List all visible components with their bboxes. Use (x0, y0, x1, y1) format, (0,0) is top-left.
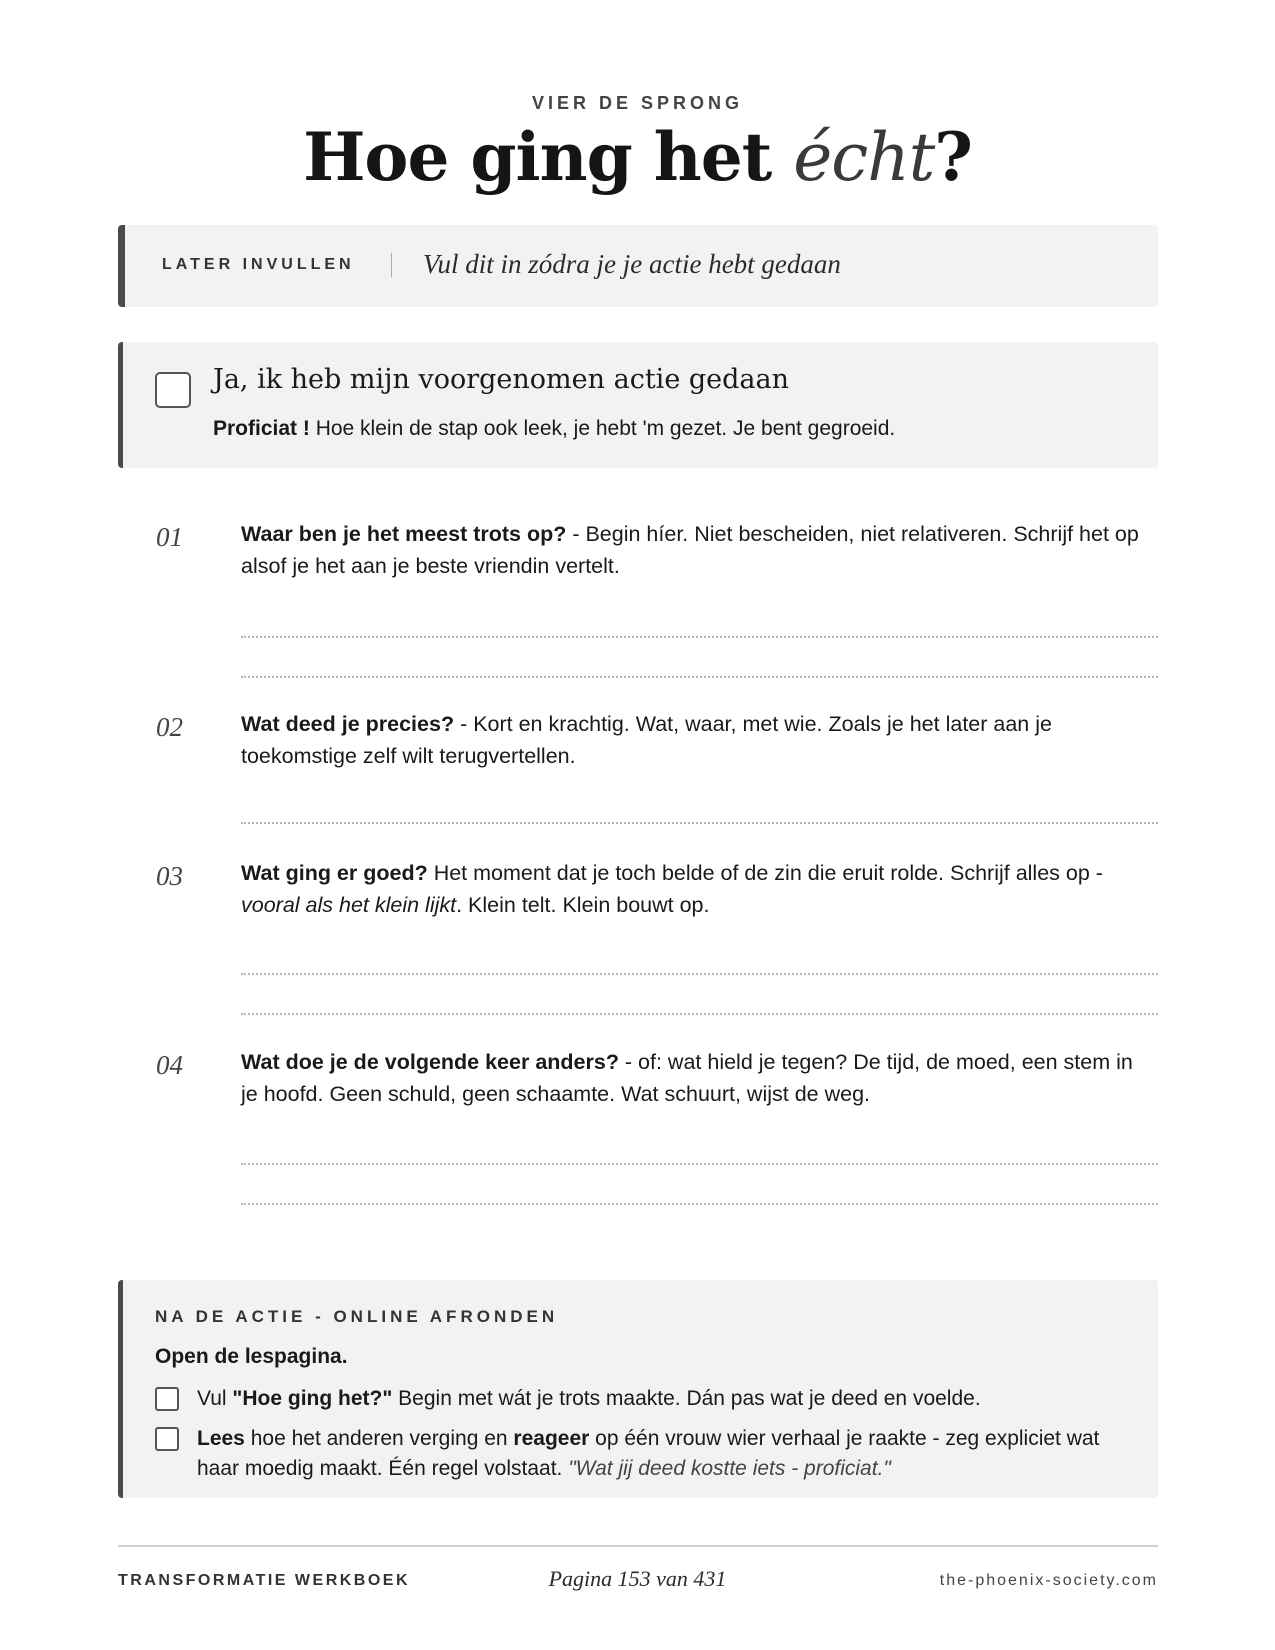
title-emphasis: écht (793, 119, 935, 196)
notice-divider (391, 253, 392, 277)
answer-line[interactable] (241, 1163, 1158, 1165)
footer-rule (118, 1545, 1158, 1547)
online-checkbox-1[interactable] (155, 1387, 179, 1411)
question-number: 04 (156, 1050, 183, 1080)
title-end: ? (934, 118, 972, 196)
item-bold: "Hoe ging het?" (232, 1387, 393, 1410)
later-notice (118, 225, 1158, 307)
item-quote: "Wat jij deed kostte iets - proficiat." (568, 1457, 891, 1480)
online-label: NA DE ACTIE - ONLINE AFRONDEN (155, 1307, 559, 1326)
question-rest-a: Het moment dat je toch belde of de zin die eruit rolde. Schrijf alles op - (427, 861, 1103, 885)
question-text (241, 857, 1151, 921)
question-bold: Wat doe je de volgende keer anders? (241, 1050, 619, 1074)
answer-line[interactable] (241, 676, 1158, 678)
question-bold: Wat ging er goed? (241, 861, 428, 885)
answer-line[interactable] (241, 636, 1158, 638)
completion-rest: Hoe klein de stap ook leek, je hebt 'm gezet. Je bent gegroeid. (309, 417, 896, 440)
question-text (241, 708, 1151, 772)
item-text-a: hoe het anderen verging en (244, 1427, 514, 1450)
answer-line[interactable] (241, 1203, 1158, 1205)
completion-heading: Ja, ik heb mijn voorgenomen actie gedaan (213, 364, 790, 395)
question-number: 02 (156, 712, 183, 742)
online-checkbox-2[interactable] (155, 1427, 179, 1451)
question-text (241, 518, 1151, 582)
question-rest-b: . Klein telt. Klein bouwt op. (456, 893, 710, 917)
online-item-text (197, 1424, 1127, 1484)
online-item-text (197, 1384, 1127, 1414)
item-text-b: op één vrouw wier verhaal je raakte - zeg expliciet wat haar moedig maakt. Één regel volstaat. (197, 1427, 1100, 1480)
question-italic: vooral als het klein lijkt (241, 893, 457, 917)
completion-text (213, 417, 895, 441)
notice-text: Vul dit in zódra je je actie hebt gedaan (423, 249, 841, 279)
question-number: 03 (156, 861, 183, 891)
title-main: Hoe ging het (303, 118, 794, 196)
footer-title: TRANSFORMATIE WERKBOEK (118, 1572, 411, 1589)
online-lead: Open de lespagina. (155, 1345, 348, 1368)
item-text-a: Vul (197, 1387, 233, 1410)
question-bold: Wat deed je precies? (241, 712, 455, 736)
kicker: VIER DE SPRONG (531, 93, 744, 113)
question-rest: - Begin híer. Niet bescheiden, niet relativeren. Schrijf het op alsof je het aan je beste vriendin vertelt. (241, 522, 1139, 578)
question-number: 01 (156, 522, 183, 552)
answer-line[interactable] (241, 1013, 1158, 1015)
question-text (241, 1046, 1151, 1110)
online-card (118, 1280, 1158, 1498)
footer-website: the-phoenix-society.com (939, 1572, 1158, 1589)
completion-card (118, 342, 1158, 468)
question-bold: Waar ben je het meest trots op? (241, 522, 567, 546)
question-rest: - Kort en krachtig. Wat, waar, met wie. Zoals je het later aan je toekomstige zelf wilt terugvertellen. (241, 712, 1052, 768)
page-number: Pagina 153 van 431 (548, 1566, 727, 1591)
page-title (0, 118, 1275, 196)
answer-line[interactable] (241, 822, 1158, 824)
completion-checkbox[interactable] (155, 372, 191, 408)
completion-bold: Proficiat ! (213, 417, 310, 440)
notice-label: LATER INVULLEN (162, 256, 355, 273)
item-bold-1: Lees (197, 1427, 245, 1450)
question-rest: - of: wat hield je tegen? De tijd, de moed, een stem in je hoofd. Geen schuld, geen schaamte. Wat schuurt, wijst de weg. (241, 1050, 1133, 1106)
item-text-b: Begin met wát je trots maakte. Dán pas wat je deed en voelde. (392, 1387, 981, 1410)
answer-line[interactable] (241, 973, 1158, 975)
item-bold-2: reageer (513, 1427, 590, 1450)
